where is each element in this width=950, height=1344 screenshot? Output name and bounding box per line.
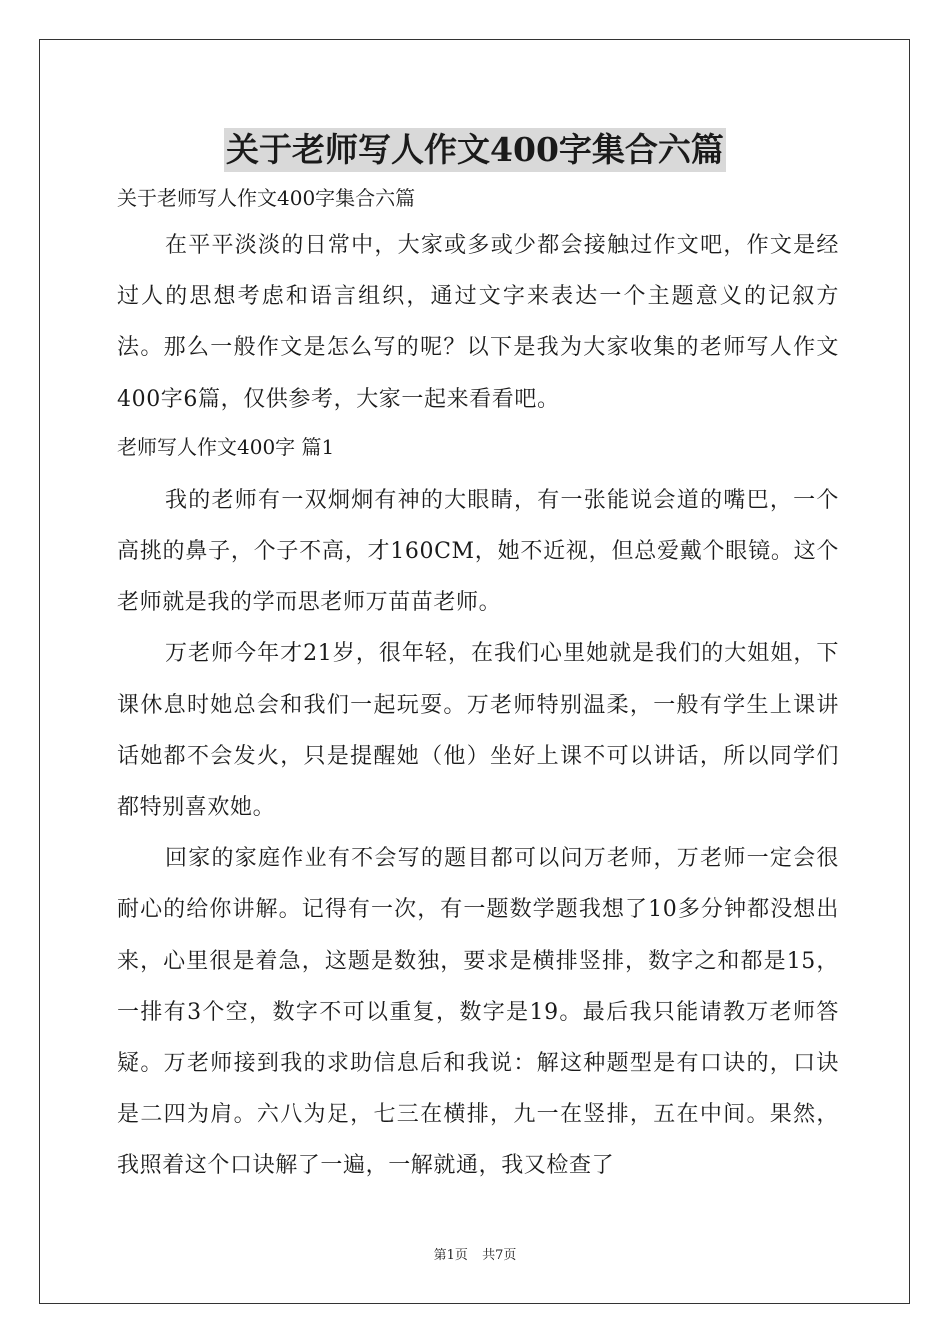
document-subtitle: 关于老师写人作文400字集合六篇 bbox=[117, 186, 416, 210]
body-paragraph-1: 我的老师有一双炯炯有神的大眼睛，有一张能说会道的嘴巴，一个高挑的鼻子，个子不高，才160CM，她不近视，但总爱戴个眼镜。这个老师就是我的学而思老师万苗苗老师。 bbox=[117, 487, 839, 616]
document-body bbox=[117, 176, 839, 1192]
body-paragraph-3: 回家的家庭作业有不会写的题目都可以问万老师，万老师一定会很耐心的给你讲解。记得有一次，有一题数学题我想了10多分钟都没想出来，心里很是着急，这题是数独，要求是横排竖排，数字之和都是15，一排有3个空，数字不可以重复，数字是19。最后我只能请教万老师答疑。万老师接到我的求助信息后和我说：解这种题型是有口诀的，口诀是二四为肩。六八为足，七三在横排，九一在竖排，五在中间。果然，我照着这个口诀解了一遍，一解就通，我又检查了 bbox=[117, 846, 839, 1179]
page-number-total: 共7页 bbox=[482, 1248, 517, 1263]
section-heading: 老师写人作文400字 篇1 bbox=[117, 434, 335, 459]
page-number-current: 第1页 bbox=[433, 1248, 468, 1263]
body-paragraph-2: 万老师今年才21岁，很年轻，在我们心里她就是我们的大姐姐，下课休息时她总会和我们一起玩耍。万老师特别温柔，一般有学生上课讲话她都不会发火，只是提醒她（他）坐好上课不可以讲话，所以同学们都特别喜欢她。 bbox=[117, 641, 839, 821]
document-title: 关于老师写人作文400字集合六篇 bbox=[224, 128, 726, 172]
intro-paragraph: 在平平淡淡的日常中，大家或多或少都会接触过作文吧，作文是经过人的思想考虑和语言组织，通过文字来表达一个主题意义的记叙方法。那么一般作文是怎么写的呢？以下是我为大家收集的老师写人作文400字6篇，仅供参考，大家一起来看看吧。 bbox=[117, 233, 839, 412]
title-container bbox=[0, 128, 950, 172]
page-footer bbox=[0, 1246, 950, 1266]
